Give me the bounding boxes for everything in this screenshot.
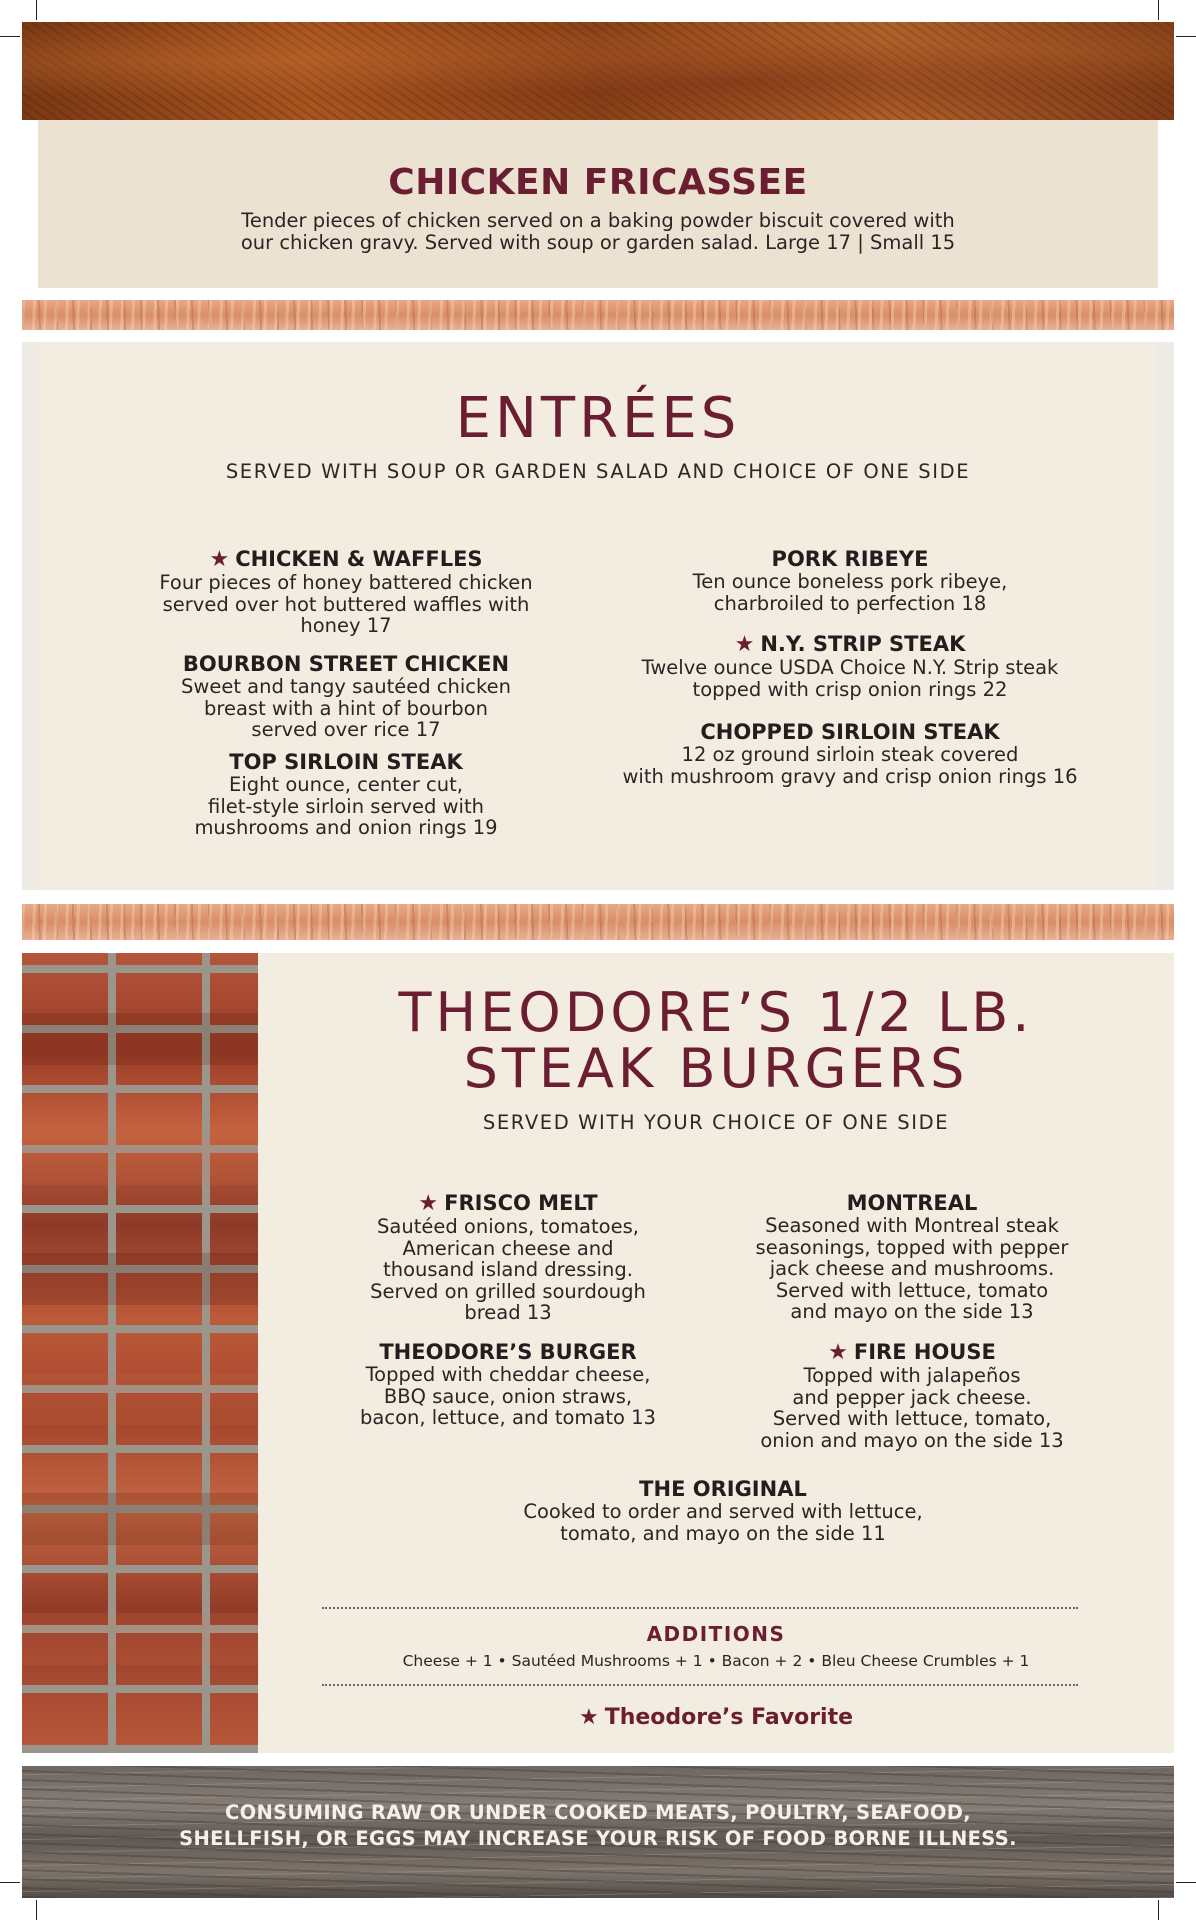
item-desc-line: thousand island dressing. (383, 1258, 633, 1281)
menu-item (136, 652, 556, 741)
item-name: N.Y. STRIP STEAK (760, 632, 966, 656)
menu-item (600, 632, 1100, 700)
fricassee-desc-line: our chicken gravy. Served with soup or garden salad. Large 17 | Small 15 (240, 231, 956, 254)
star-icon: ★ (418, 1191, 439, 1216)
item-name: FRISCO MELT (444, 1191, 598, 1215)
item-desc-line: and pepper jack cheese. (792, 1385, 1032, 1409)
menu-item (722, 1191, 1102, 1323)
menu-item (136, 547, 556, 637)
item-desc-line: Served on grilled sourdough (370, 1279, 646, 1303)
item-desc-line: 12 oz ground sirloin steak covered (681, 743, 1019, 766)
burgers-subtitle: SERVED WITH YOUR CHOICE OF ONE SIDE (482, 1111, 950, 1134)
menu-item (328, 1191, 688, 1324)
item-desc-line: filet-style sirloin served with (208, 794, 484, 818)
item-desc-line: BBQ sauce, onion straws, (383, 1384, 633, 1408)
crop-mark (36, 1900, 37, 1920)
fricassee-panel (38, 120, 1158, 288)
item-desc-line: honey 17 (300, 614, 392, 637)
item-desc-line: topped with crisp onion rings 22 (692, 677, 1008, 701)
crop-mark (36, 0, 37, 20)
item-name: TOP SIRLOIN STEAK (229, 750, 463, 774)
crop-mark (1176, 1882, 1196, 1883)
warning-line: SHELLFISH, OR EGGS MAY INCREASE YOUR RISK OF FOOD BORNE ILLNESS. (179, 1827, 1017, 1850)
warning-banner (22, 1766, 1174, 1898)
fricassee-desc-line: Tender pieces of chicken served on a baking powder biscuit covered with (241, 209, 955, 232)
item-desc-line: bread 13 (464, 1301, 552, 1324)
crop-mark (1176, 36, 1196, 37)
item-desc-line: Topped with cheddar cheese, (365, 1363, 651, 1386)
star-icon: ★ (209, 547, 230, 572)
menu-item (328, 1340, 688, 1429)
item-desc-line: Served with lettuce, tomato (775, 1278, 1049, 1302)
burgers-title (258, 981, 1174, 1100)
item-desc-line: American cheese and (402, 1236, 614, 1260)
item-name: MONTREAL (846, 1191, 978, 1215)
entrees-panel (22, 342, 1174, 890)
fricassee-description (218, 210, 978, 254)
favorite-legend (236, 1705, 1196, 1730)
brick-wall-image (22, 953, 258, 1753)
item-name: FIRE HOUSE (853, 1340, 996, 1364)
item-name: CHICKEN & WAFFLES (235, 547, 483, 571)
item-desc-line: mushrooms and onion rings 19 (194, 816, 498, 839)
crop-mark (1158, 1900, 1159, 1920)
dotted-divider (322, 1607, 1078, 1609)
menu-item (580, 720, 1120, 787)
favorite-legend-label: Theodore’s Favorite (604, 1705, 854, 1730)
item-desc-line: Twelve ounce USDA Choice N.Y. Strip steak (641, 656, 1059, 679)
star-icon: ★ (828, 1340, 848, 1365)
item-desc-line: jack cheese and mushrooms. (769, 1257, 1055, 1280)
item-desc-line: tomato, and mayo on the side 11 (560, 1521, 886, 1545)
burgers-title-line: THEODORE’S 1/2 LB. (398, 981, 1034, 1044)
item-desc-line: Served with lettuce, tomato, (772, 1407, 1052, 1430)
item-desc-line: Ten ounce boneless pork ribeye, (692, 570, 1008, 593)
additions-list: Cheese + 1 • Sautéed Mushrooms + 1 • Bacon + 2 • Bleu Cheese Crumbles + 1 (402, 1652, 1030, 1670)
star-icon: ★ (578, 1705, 599, 1730)
item-desc-line: Eight ounce, center cut, (229, 773, 463, 796)
item-name: PORK RIBEYE (771, 547, 929, 571)
crop-mark (0, 36, 20, 37)
item-desc-line: with mushroom gravy and crisp onion rings 16 (622, 764, 1078, 788)
menu-item (600, 547, 1100, 614)
menu-item (136, 750, 556, 839)
item-name: THEODORE’S BURGER (379, 1340, 637, 1364)
menu-item (722, 1340, 1102, 1451)
item-name: BOURBON STREET CHICKEN (182, 652, 510, 676)
additions-title: ADDITIONS (646, 1622, 786, 1646)
item-desc-line: Four pieces of honey battered chicken (159, 571, 533, 594)
burgers-title-line: STEAK BURGERS (463, 1037, 969, 1100)
food-warning (22, 1800, 1174, 1852)
item-desc-line: Sweet and tangy sautéed chicken (181, 675, 511, 698)
item-desc-line: onion and mayo on the side 13 (760, 1428, 1064, 1452)
item-desc-line: breast with a hint of bourbon (204, 696, 488, 720)
item-desc-line: served over rice 17 (251, 718, 441, 741)
crop-mark (0, 1882, 20, 1883)
menu-item (458, 1477, 988, 1544)
entrees-title: ENTRÉES (455, 386, 741, 451)
fricassee-title: CHICKEN FRICASSEE (388, 162, 808, 203)
item-desc-line: seasonings, topped with pepper (755, 1235, 1069, 1259)
crop-mark (1158, 0, 1159, 20)
wood-divider (22, 300, 1174, 330)
rust-banner (22, 22, 1174, 120)
item-desc-line: and mayo on the side 13 (790, 1300, 1034, 1323)
dotted-divider (322, 1684, 1078, 1686)
item-desc-line: served over hot buttered waffles with (162, 592, 530, 616)
item-desc-line: Cooked to order and served with lettuce, (523, 1500, 923, 1523)
item-desc-line: charbroiled to perfection 18 (713, 591, 987, 615)
item-desc-line: Sautéed onions, tomatoes, (377, 1215, 639, 1238)
star-icon: ★ (734, 632, 755, 657)
item-desc-line: Topped with jalapeños (803, 1364, 1021, 1387)
item-name: THE ORIGINAL (639, 1477, 807, 1501)
wood-divider (22, 904, 1174, 940)
item-desc-line: bacon, lettuce, and tomato 13 (360, 1406, 656, 1429)
item-name: CHOPPED SIRLOIN STEAK (700, 720, 1000, 744)
warning-line: CONSUMING RAW OR UNDER COOKED MEATS, POULTRY, SEAFOOD, (225, 1801, 971, 1824)
item-desc-line: Seasoned with Montreal steak (765, 1214, 1059, 1237)
entrees-subtitle: SERVED WITH SOUP OR GARDEN SALAD AND CHOICE OF ONE SIDE (225, 460, 971, 483)
